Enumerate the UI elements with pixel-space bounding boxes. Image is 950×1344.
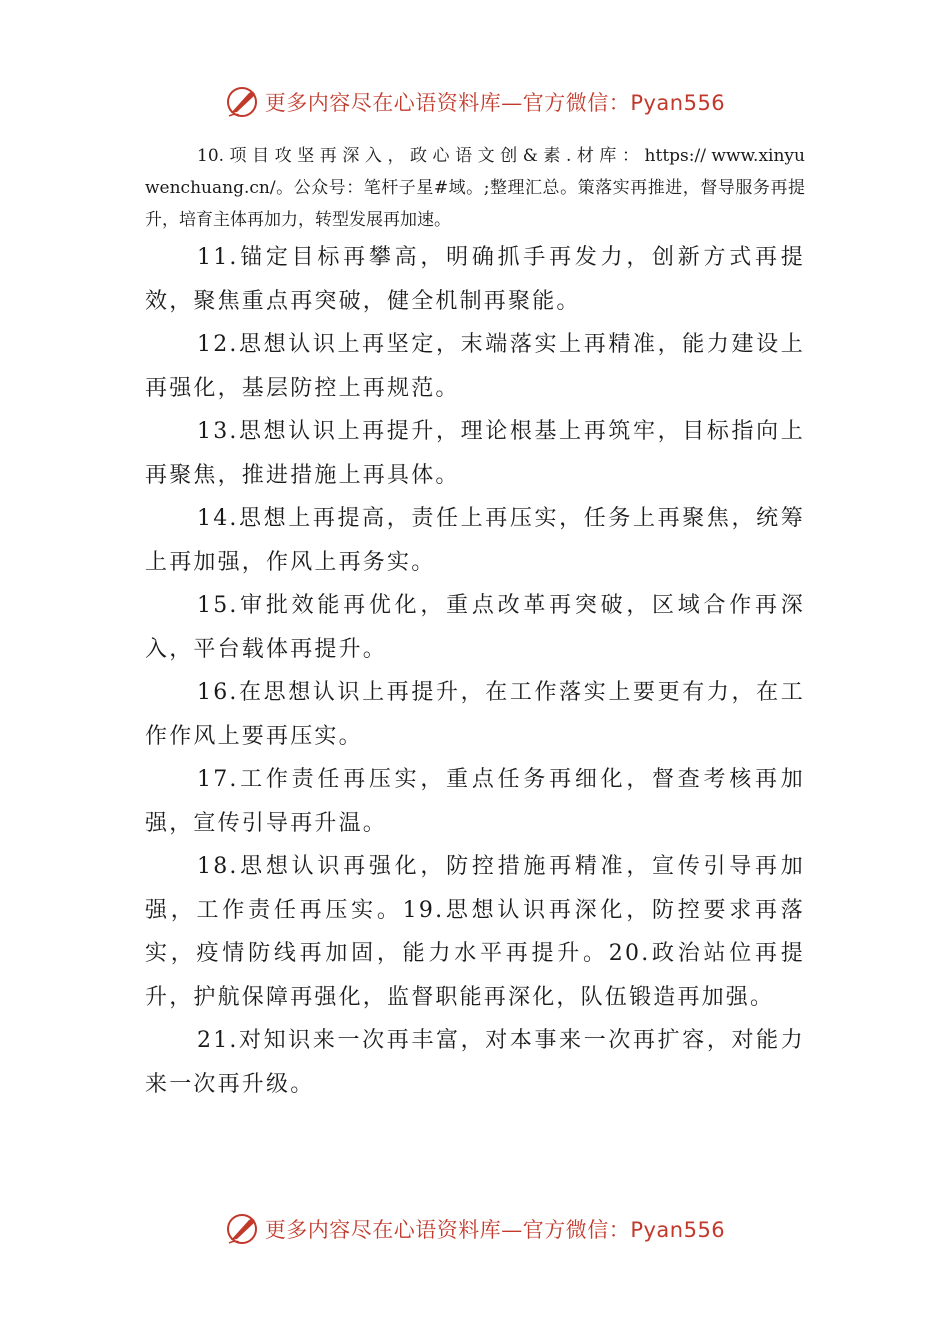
header-banner: [0, 80, 950, 124]
quill-pen-logo-icon: [225, 85, 259, 119]
footer-banner: [0, 1207, 950, 1251]
paragraph-17: 17.工作责任再压实，重点任务再细化，督查考核再加强，宣传引导再升温。: [145, 767, 805, 836]
wechat-id: Pyan556: [630, 1218, 726, 1242]
paragraph-16: 16.在思想认识上再提升，在工作落实上要更有力，在工作作风上要再压实。: [145, 680, 805, 749]
paragraph-14: 14.思想上再提高，责任上再压实，任务上再聚焦，统筹上再加强，作风上再务实。: [145, 506, 805, 575]
paragraph-10: 10. 项 目 攻 坚 再 深 入 ， 政 心 语 文 创 & 素 . 材 库 ： https:// www.xinyuwenchuang.cn/。公众号：笔杆子星#域。;整理汇总。策落实再推进，督导服务再提升，培育主体再加力，转型发展再加速。: [145, 146, 805, 230]
banner-text: 更多内容尽在心语资料库—官方微信：Pyan556: [264, 1218, 726, 1242]
quill-pen-logo-icon: [225, 1212, 259, 1246]
paragraph-18-20: 18.思想认识再强化，防控措施再精准，宣传引导再加强，工作责任再压实。19.思想认识再深化，防控要求再落实，疫情防线再加固，能力水平再提升。20.政治站位再提升，护航保障再强化，监督职能再深化，队伍锻造再加强。: [145, 854, 805, 1010]
paragraph-13: 13.思想认识上再提升，理论根基上再筑牢，目标指向上再聚焦，推进措施上再具体。: [145, 419, 805, 488]
paragraph-12: 12.思想认识上再坚定，末端落实上再精准，能力建设上再强化，基层防控上再规范。: [145, 332, 805, 401]
banner-text: 更多内容尽在心语资料库—官方微信：Pyan556: [264, 91, 726, 115]
paragraph-11: 11.锚定目标再攀高，明确抓手再发力，创新方式再提效，聚焦重点再突破，健全机制再聚能。: [145, 245, 805, 314]
paragraph-21: 21.对知识来一次再丰富，对本事来一次再扩容，对能力来一次再升级。: [145, 1028, 805, 1097]
document-body: [145, 140, 805, 1106]
paragraph-15: 15.审批效能再优化，重点改革再突破，区域合作再深入，平台载体再提升。: [145, 593, 805, 662]
wechat-id: Pyan556: [630, 91, 726, 115]
